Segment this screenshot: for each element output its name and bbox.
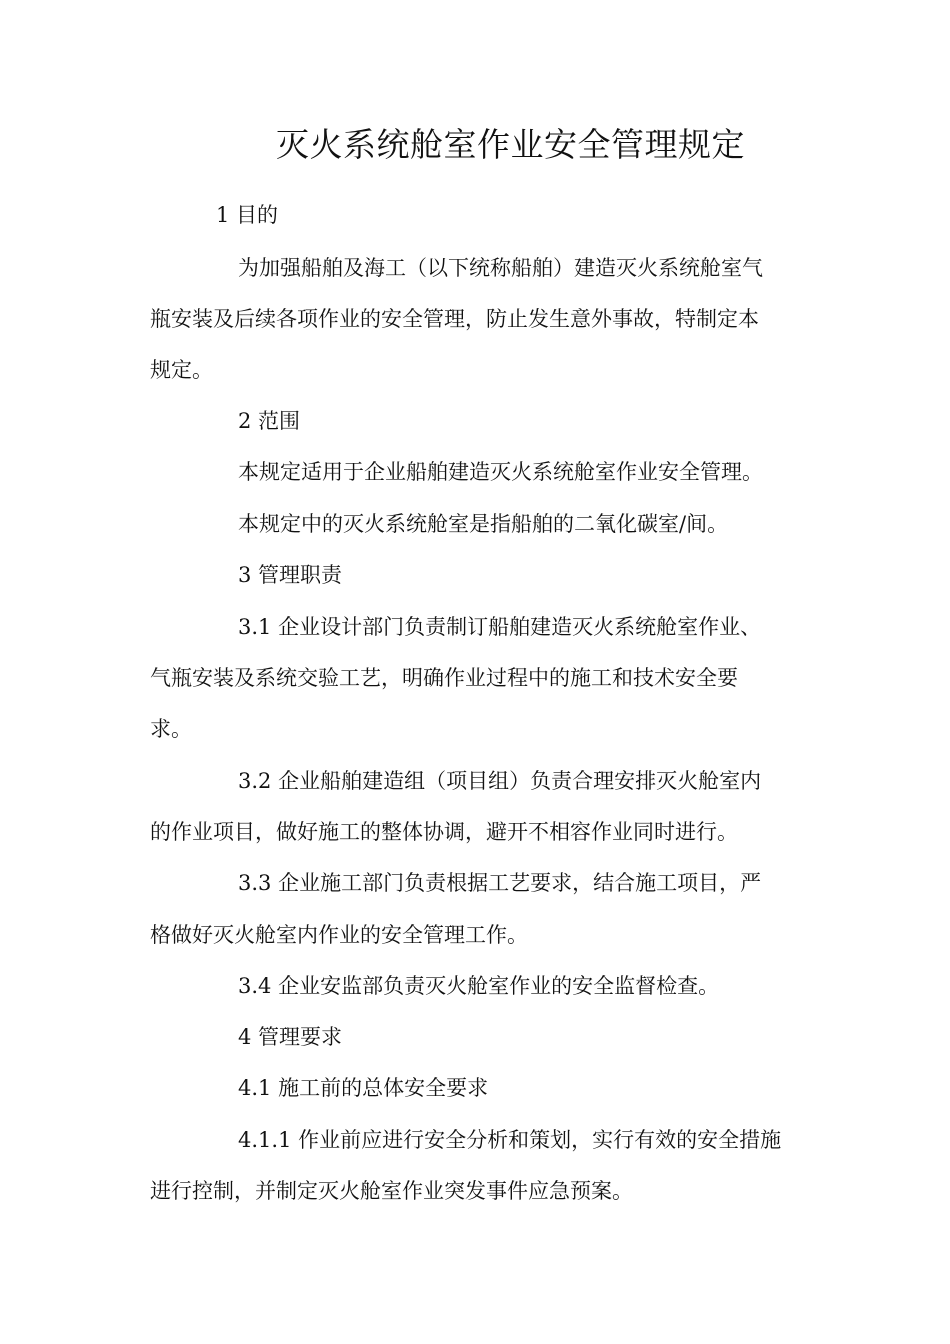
paragraph-line: 格做好灭火舱室内作业的安全管理工作。 bbox=[150, 923, 528, 947]
paragraph-line: 为加强船舶及海工（以下统称船舶）建造灭火系统舱室气 bbox=[238, 256, 763, 280]
paragraph-line: 的作业项目，做好施工的整体协调，避开不相容作业同时进行。 bbox=[150, 820, 738, 844]
section-heading-4: 4 管理要求 bbox=[238, 1025, 343, 1049]
paragraph-line: 本规定适用于企业船舶建造灭火系统舱室作业安全管理。 bbox=[238, 460, 763, 484]
paragraph-line: 本规定中的灭火系统舱室是指船舶的二氧化碳室/间。 bbox=[238, 512, 729, 536]
document-title: 灭火系统舱室作业安全管理规定 bbox=[276, 125, 745, 164]
paragraph-line: 3.3 企业施工部门负责根据工艺要求，结合施工项目，严 bbox=[238, 871, 762, 895]
paragraph-line: 3.1 企业设计部门负责制订船舶建造灭火系统舱室作业、 bbox=[238, 615, 762, 639]
paragraph-line: 进行控制，并制定灭火舱室作业突发事件应急预案。 bbox=[150, 1179, 633, 1203]
paragraph-line: 瓶安装及后续各项作业的安全管理，防止发生意外事故，特制定本 bbox=[150, 307, 759, 331]
section-heading-3: 3 管理职责 bbox=[238, 563, 343, 587]
section-heading-1: 1 目的 bbox=[216, 203, 279, 227]
paragraph-line: 气瓶安装及系统交验工艺，明确作业过程中的施工和技术安全要 bbox=[150, 666, 738, 690]
paragraph-line: 3.2 企业船舶建造组（项目组）负责合理安排灭火舱室内 bbox=[238, 769, 762, 793]
paragraph-line: 求。 bbox=[150, 717, 192, 741]
section-heading-2: 2 范围 bbox=[238, 409, 301, 433]
paragraph-line: 规定。 bbox=[150, 358, 213, 382]
paragraph-line: 3.4 企业安监部负责灭火舱室作业的安全监督检查。 bbox=[238, 974, 720, 998]
subsection-heading: 4.1 施工前的总体安全要求 bbox=[238, 1076, 489, 1100]
paragraph-line: 4.1.1 作业前应进行安全分析和策划，实行有效的安全措施 bbox=[238, 1128, 782, 1152]
